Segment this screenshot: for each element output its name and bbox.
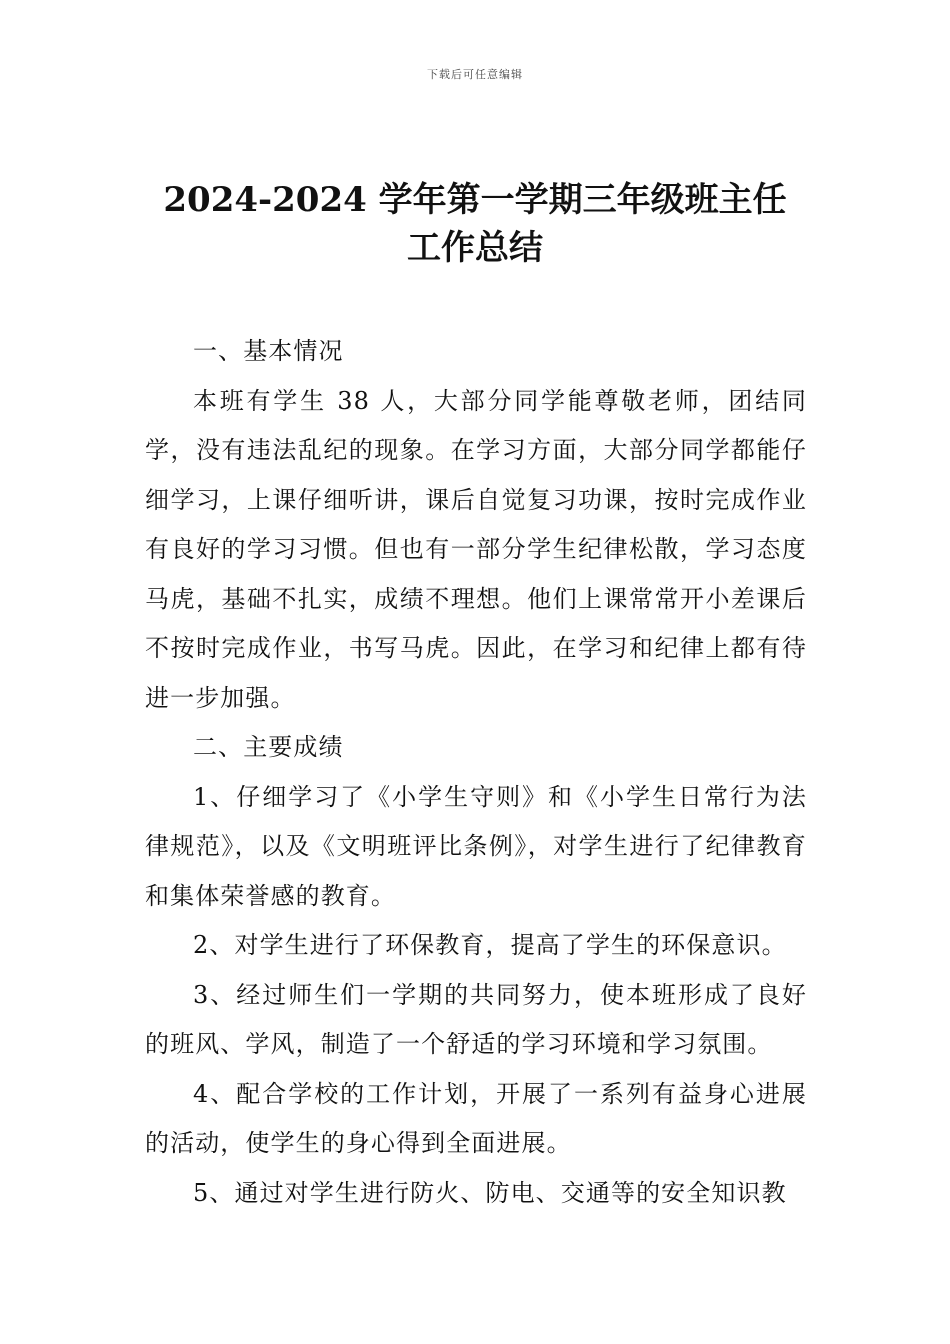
section-heading-achievements: 二、主要成绩 [193,733,344,761]
document-body [145,327,807,1218]
title-line-1: 2024-2024 学年第一学期三年级班主任 [163,180,787,220]
title-line-2: 工作总结 [407,228,543,268]
achievement-item-4: 4、配合学校的工作计划，开展了一系列有益身心进展的活动，使学生的身心得到全面进展。 [145,1079,807,1157]
achievement-item-5: 5、通过对学生进行防火、防电、交通等的安全知识教 [193,1178,787,1207]
section-heading-basic: 一、基本情况 [193,337,344,365]
header-note: 下载后可任意编辑 [427,68,523,81]
achievement-item-1: 1、仔细学习了《小学生守则》和《小学生日常行为法律规范》，以及《文明班评比条例》，对学生进行了纪律教育和集体荣誉感的教育。 [145,782,807,910]
achievement-item-3: 3、经过师生们一学期的共同努力，使本班形成了良好的班风、学风，制造了一个舒适的学习环境和学习氛围。 [145,980,807,1058]
achievement-item-2: 2、对学生进行了环保教育，提高了学生的环保意识。 [193,931,787,959]
paragraph-basic-situation: 本班有学生 38 人，大部分同学能尊敬老师，团结同学，没有违法乱纪的现象。在学习方面，大部分同学都能仔细学习，上课仔细听讲，课后自觉复习功课，按时完成作业有良好的学习习惯。但也有一部分学生纪律松散，学习态度马虎，基础不扎实，成绩不理想。他们上课常常开小差课后不按时完成作业，书写马虎。因此，在学习和纪律上都有待进一步加强。 [145,386,807,712]
document-title [0,176,950,272]
